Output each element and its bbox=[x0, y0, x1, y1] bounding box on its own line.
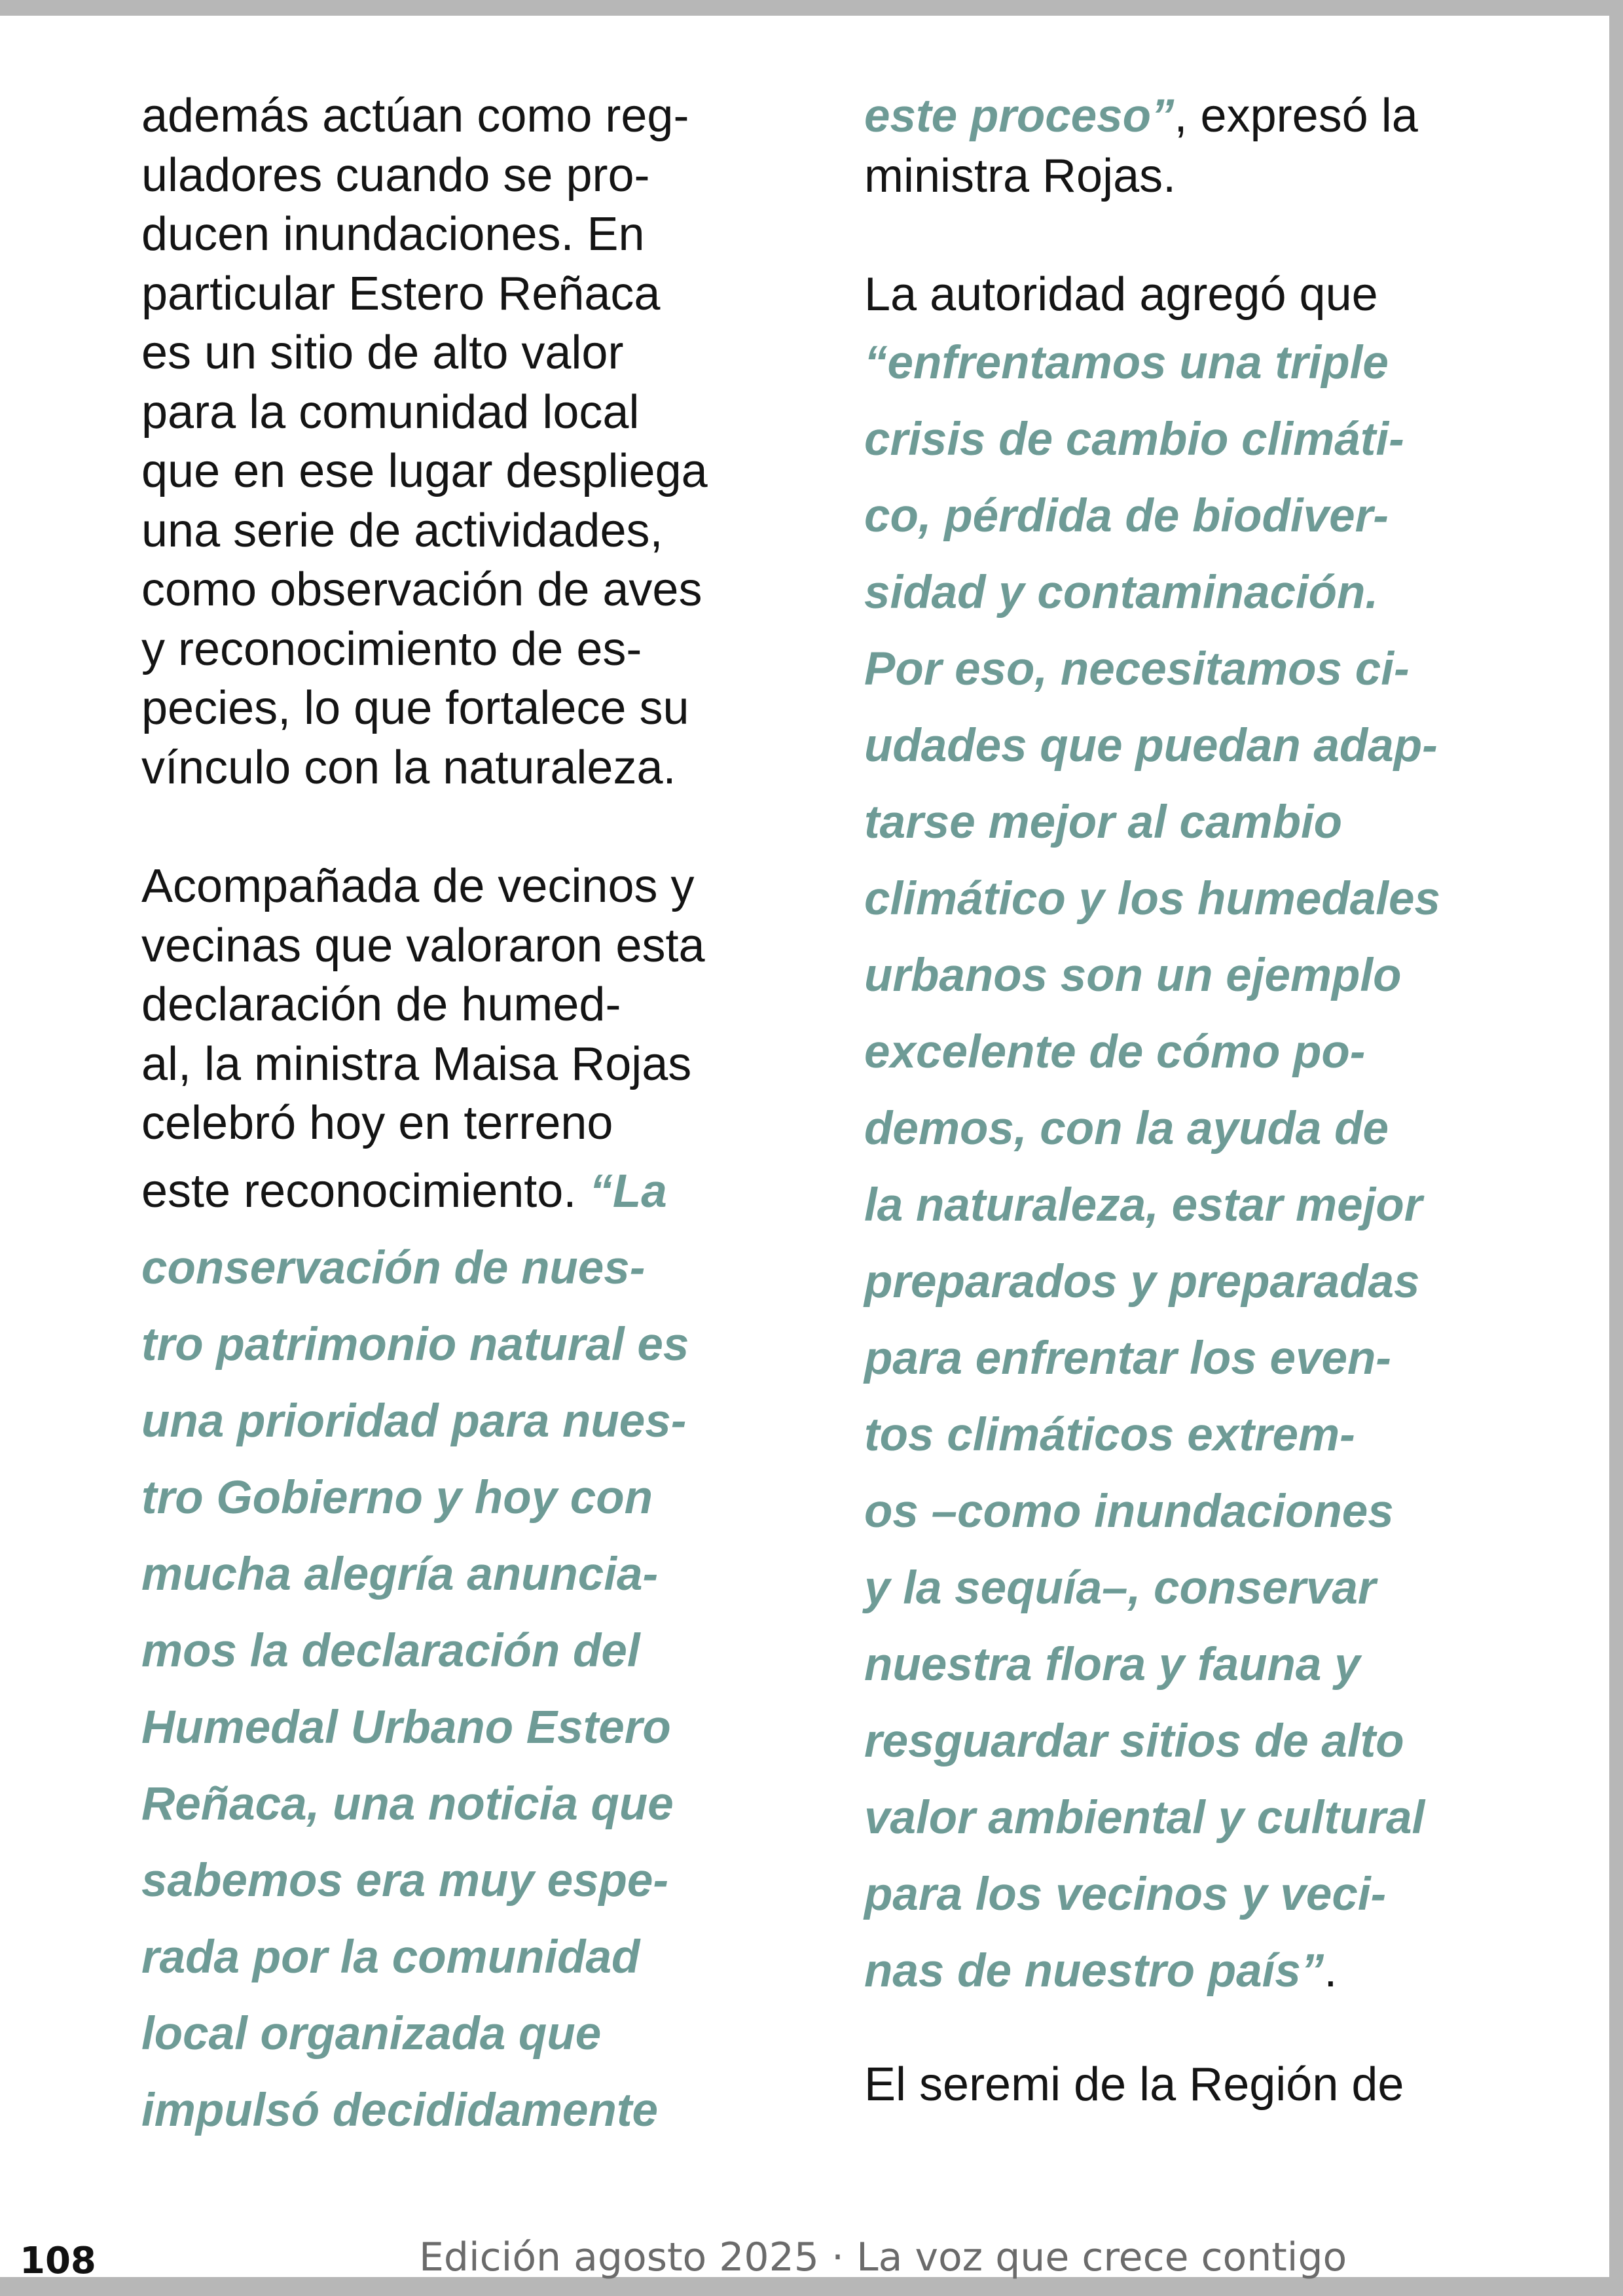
quote-line: “enfrentamos una triple bbox=[864, 336, 1389, 389]
quote-line: la naturaleza, estar mejor bbox=[864, 1179, 1423, 1231]
text-line: además actúan como reg- bbox=[141, 90, 689, 142]
text-line: vecinas que valoraron esta bbox=[141, 919, 705, 972]
quote-line: udades que puedan adap- bbox=[864, 719, 1438, 772]
quote-line: mos la declaración del bbox=[141, 1624, 640, 1677]
quote-line: tro patrimonio natural es bbox=[141, 1318, 689, 1371]
quote-line: nuestra flora y fauna y bbox=[864, 1638, 1360, 1691]
quote-line: preparados y preparadas bbox=[864, 1255, 1420, 1308]
right-column bbox=[864, 86, 1525, 2114]
quote-line: una prioridad para nues- bbox=[141, 1395, 687, 1447]
quote-line: rada por la comunidad bbox=[141, 1931, 640, 1983]
quote-line: excelente de cómo po- bbox=[864, 1026, 1366, 1078]
paragraph-seremi: El seremi de la Región de bbox=[864, 2058, 1404, 2111]
document-page bbox=[0, 16, 1609, 2282]
paragraph-wetland-description bbox=[141, 86, 757, 797]
quote-conservation bbox=[141, 1230, 757, 2149]
text-line: declaración de humed- bbox=[141, 978, 621, 1031]
text-line: que en ese lugar despliega bbox=[141, 445, 708, 497]
quote-line: sidad y contaminación. bbox=[864, 566, 1379, 619]
quote-text: este proceso” bbox=[864, 90, 1175, 142]
quote-line: tarse mejor al cambio bbox=[864, 796, 1343, 848]
quote-line: demos, con la ayuda de bbox=[864, 1102, 1389, 1155]
paragraph-authority-intro: La autoridad agregó que bbox=[864, 268, 1378, 321]
quote-line bbox=[864, 1933, 1525, 2009]
quote-line: sabemos era muy espe- bbox=[141, 1854, 669, 1907]
quote-line: valor ambiental y cultural bbox=[864, 1791, 1425, 1844]
quote-triple-crisis bbox=[864, 325, 1525, 2009]
page-number: 108 bbox=[20, 2240, 96, 2282]
text-line: uladores cuando se pro- bbox=[141, 149, 650, 202]
quote-text: nas de nuestro país” bbox=[864, 1945, 1324, 1997]
quote-line: mucha alegría anuncia- bbox=[141, 1548, 659, 1600]
plain-text: este reconocimiento. bbox=[141, 1164, 590, 1217]
quote-line: crisis de cambio climáti- bbox=[864, 413, 1404, 465]
quote-line: tro Gobierno y hoy con bbox=[141, 1471, 653, 1524]
text-line: como observación de aves bbox=[141, 564, 702, 616]
plain-text: . bbox=[1324, 1944, 1338, 1997]
quote-line: Por eso, necesitamos ci- bbox=[864, 643, 1410, 695]
quote-line: Reñaca, una noticia que bbox=[141, 1778, 674, 1830]
quote-line: y la sequía–, conservar bbox=[864, 1562, 1376, 1614]
text-line: ducen inundaciones. En bbox=[141, 208, 645, 260]
quote-line: Humedal Urbano Estero bbox=[141, 1701, 671, 1753]
text-line: ministra Rojas. bbox=[864, 149, 1176, 202]
left-column bbox=[141, 86, 757, 2149]
footer-edition-text: Edición agosto 2025 · La voz que crece contigo bbox=[419, 2234, 1347, 2280]
quote-line: os –como inundaciones bbox=[864, 1485, 1394, 1537]
quote-text: “La bbox=[589, 1165, 667, 1217]
quote-line: resguardar sitios de alto bbox=[864, 1715, 1404, 1767]
text-line: y reconocimiento de es- bbox=[141, 622, 642, 675]
quote-line: climático y los humedales bbox=[864, 872, 1440, 925]
quote-line: co, pérdida de biodiver- bbox=[864, 490, 1389, 542]
text-line bbox=[141, 1153, 757, 1230]
text-line: vínculo con la naturaleza. bbox=[141, 741, 676, 794]
text-line: particular Estero Reñaca bbox=[141, 267, 661, 320]
text-line: una serie de actividades, bbox=[141, 504, 663, 557]
text-line: para la comunidad local bbox=[141, 386, 640, 439]
text-line: es un sitio de alto valor bbox=[141, 327, 624, 379]
quote-line: local organizada que bbox=[141, 2007, 602, 2060]
quote-line: para enfrentar los even- bbox=[864, 1332, 1391, 1384]
plain-text: , expresó la bbox=[1174, 90, 1418, 142]
paragraph-minister-visit bbox=[141, 857, 757, 1230]
text-line: al, la ministra Maisa Rojas bbox=[141, 1037, 692, 1090]
text-line: celebró hoy en terreno bbox=[141, 1097, 613, 1149]
text-line: pecies, lo que fortalece su bbox=[141, 682, 689, 734]
text-line: Acompañada de vecinos y bbox=[141, 860, 695, 912]
quote-line: tos climáticos extrem- bbox=[864, 1408, 1355, 1461]
quote-line: conservación de nues- bbox=[141, 1242, 646, 1294]
text-line bbox=[864, 86, 1525, 147]
quote-line: para los vecinos y veci- bbox=[864, 1868, 1387, 1920]
quote-line: impulsó decididamente bbox=[141, 2084, 659, 2136]
quote-line: urbanos son un ejemplo bbox=[864, 949, 1402, 1001]
